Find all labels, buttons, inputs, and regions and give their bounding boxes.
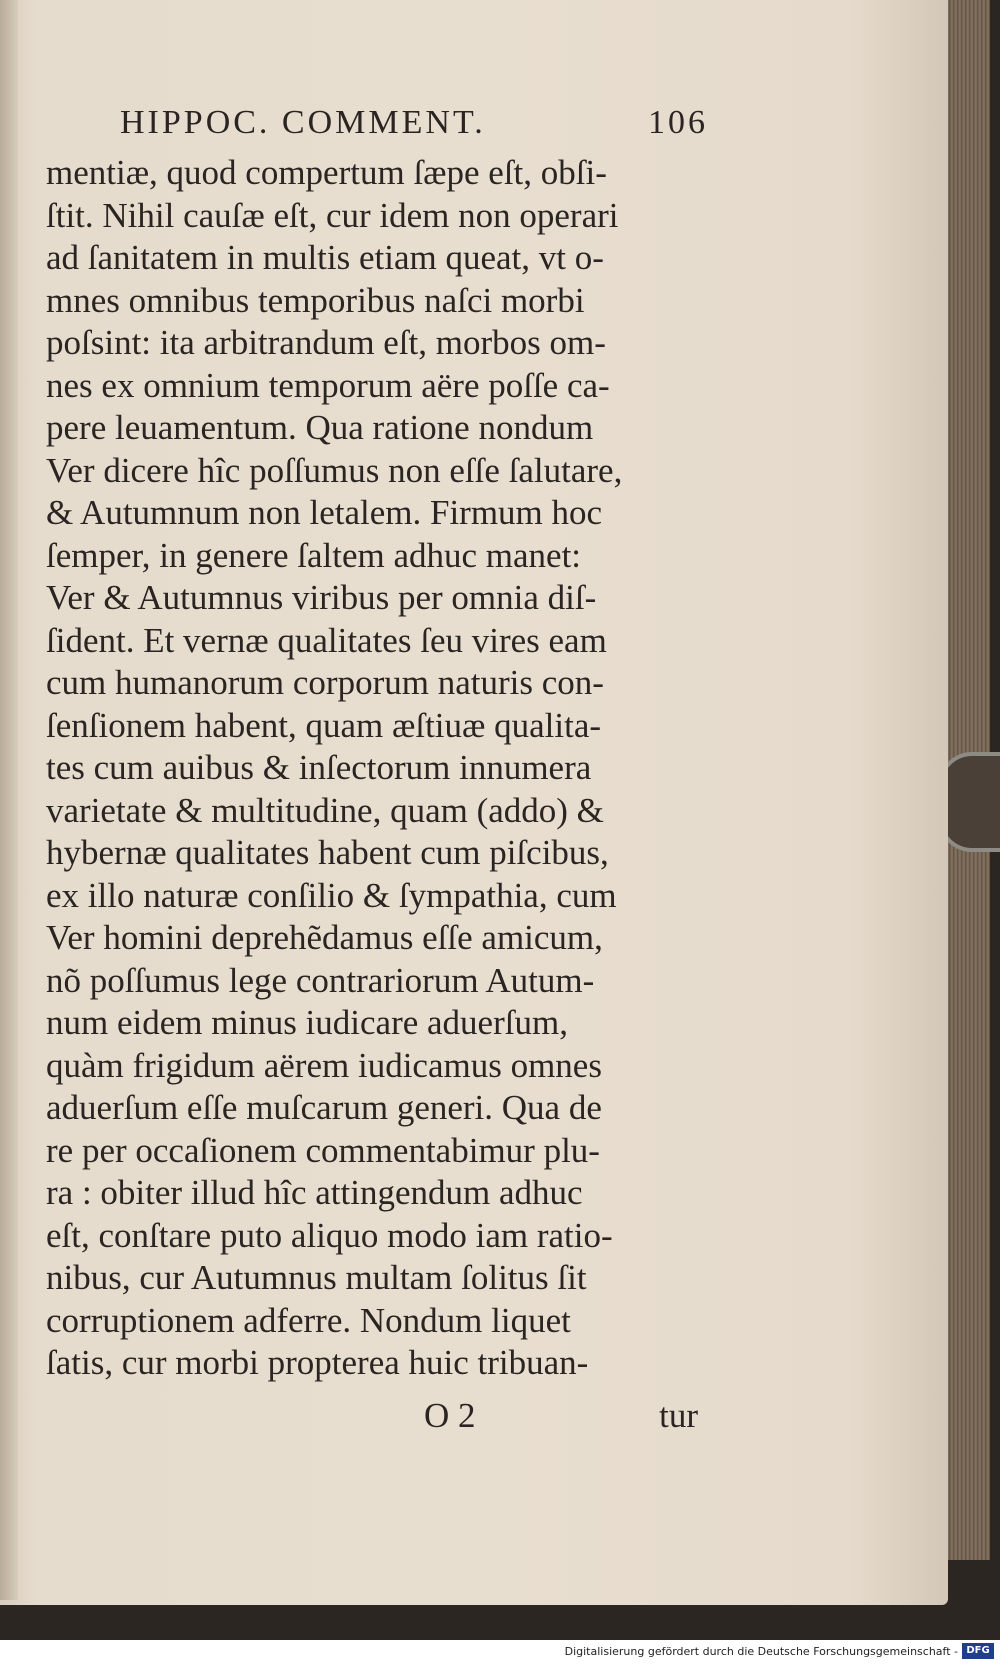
catchword: tur bbox=[659, 1396, 698, 1435]
text-line: Ver dicere hîc poſſumus non eſſe ſalutare, bbox=[46, 450, 623, 490]
funding-credit: Digitalisierung gefördert durch die Deutsche Forschungsgemeinschaft - bbox=[564, 1645, 958, 1658]
text-line: mnes omnibus temporibus naſci morbi bbox=[46, 280, 585, 320]
text-line: re per occaſionem commentabimur plu- bbox=[46, 1130, 600, 1170]
text-line: pere leuamentum. Qua ratione nondum bbox=[46, 408, 594, 447]
text-line: nibus, cur Autumnus multam ſolitus ſit bbox=[46, 1258, 587, 1297]
text-line: ſemper, in genere ſaltem adhuc manet: bbox=[46, 535, 582, 575]
text-line: num eidem minus iudicare aduerſum, bbox=[46, 1003, 568, 1042]
text-line: varietate & multitudine, quam (addo) & bbox=[46, 790, 604, 830]
text-line: nes ex omnium temporum aëre poſſe ca- bbox=[46, 365, 610, 405]
text-line: nõ poſſumus lege contrariorum Autum- bbox=[46, 960, 595, 1000]
text-line: ra : obiter illud hîc attingendum adhuc bbox=[46, 1173, 583, 1212]
gutter bbox=[0, 0, 18, 1600]
text-line: Ver homini deprehẽdamus eſſe amicum, bbox=[46, 918, 603, 957]
text-line: Ver & Autumnus viribus per omnia diſ- bbox=[46, 578, 597, 617]
body-text bbox=[46, 152, 696, 1385]
text-line: ad ſanitatem in multis etiam queat, vt o- bbox=[46, 238, 604, 277]
page-foot-line bbox=[420, 1396, 700, 1440]
signature-mark: O 2 bbox=[424, 1396, 476, 1435]
text-line: corruptionem adferre. Nondum liquet bbox=[46, 1300, 571, 1340]
page-number: 106 bbox=[648, 104, 708, 141]
running-title: HIPPOC. COMMENT. bbox=[120, 104, 486, 141]
text-line: ſenſionem habent, quam æſtiuæ qualita- bbox=[46, 705, 602, 745]
text-line: quàm frigidum aërem iudicamus omnes bbox=[46, 1045, 602, 1085]
text-line: & Autumnum non letalem. Firmum hoc bbox=[46, 493, 603, 532]
text-line: aduerſum eſſe muſcarum generi. Qua de bbox=[46, 1088, 602, 1127]
text-line: ſtit. Nihil cauſæ eſt, cur idem non operari bbox=[46, 195, 619, 235]
running-header bbox=[120, 104, 708, 148]
text-line: hybernæ qualitates habent cum piſcibus, bbox=[46, 833, 609, 872]
text-line: eſt, conſtare puto aliquo modo iam ratio- bbox=[46, 1215, 613, 1255]
text-line: ſatis, cur morbi propterea huic tribuan- bbox=[46, 1343, 589, 1382]
text-line: mentiæ, quod compertum ſæpe eſt, obſi- bbox=[46, 153, 607, 192]
text-line: poſsint: ita arbitrandum eſt, morbos om- bbox=[46, 323, 606, 362]
text-line: ſident. Et vernæ qualitates ſeu vires eam bbox=[46, 620, 607, 660]
text-line: ex illo naturæ conſilio & ſympathia, cum bbox=[46, 875, 617, 915]
text-line: tes cum auibus & inſectorum innumera bbox=[46, 748, 592, 787]
dfg-logo: DFG bbox=[962, 1643, 994, 1659]
text-line: cum humanorum corporum naturis con- bbox=[46, 663, 604, 702]
